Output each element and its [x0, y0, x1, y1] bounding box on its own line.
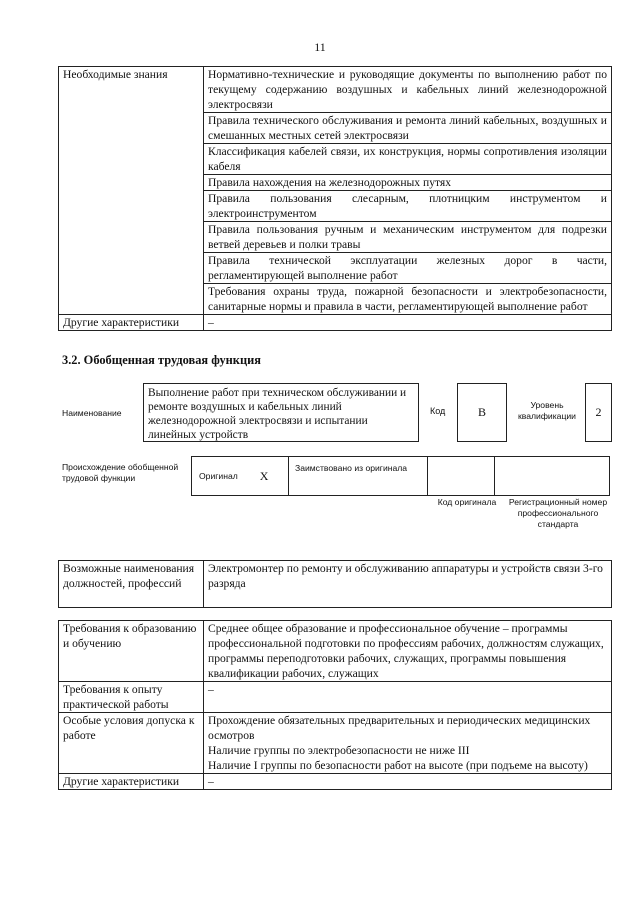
- knowledge-item: Правила пользования ручным и механическим инструментом для подрезки ветвей деревьев и полки травы: [204, 222, 612, 253]
- level-value-box: 2: [585, 383, 612, 442]
- knowledge-item: Правила нахождения на железнодорожных путях: [204, 175, 612, 191]
- condition-item: Прохождение обязательных предварительных и периодических медицинских осмотров: [208, 714, 591, 742]
- education-label: Требования к образованию и обучению: [59, 621, 204, 682]
- section-title: 3.2. Обобщенная трудовая функция: [62, 353, 261, 367]
- borrowed-cell: Заимствовано из оригинала: [288, 456, 428, 496]
- original-mark: X: [259, 468, 269, 483]
- code-value-box: B: [457, 383, 507, 442]
- knowledge-item: Правила технической эксплуатации железных дорог в части, регламентирующей выполнение работ: [204, 253, 612, 284]
- other-characteristics-label-2: Другие характеристики: [59, 774, 204, 790]
- reg-number-caption: Регистрационный номер профессионального стандарта: [508, 497, 608, 529]
- conditions-label: Особые условия допуска к работе: [59, 713, 204, 774]
- positions-table: [58, 560, 612, 608]
- name-label: Наименование: [62, 408, 122, 418]
- education-value: Среднее общее образование и профессиональное обучение – программы профессиональной подготовки по профессиям рабочих, должностям служащих, программы переподготовки рабочих, служащих, программы повышения квалификации рабочих, служащих: [204, 621, 612, 682]
- knowledge-table: [58, 66, 612, 331]
- knowledge-item: Правила технического обслуживания и ремонта линий кабельных, воздушных и смешанных местных сетей электросвязи: [204, 113, 612, 144]
- condition-item: Наличие I группы по безопасности работ на высоте (при подъеме на высоту): [208, 759, 588, 772]
- original-label: Оригинал: [199, 471, 238, 481]
- other-characteristics-value: –: [204, 315, 612, 331]
- experience-label: Требования к опыту практической работы: [59, 682, 204, 713]
- function-name-box: Выполнение работ при техническом обслуживании и ремонте воздушных и кабельных линий железнодорожной электросвязи и испытании линейных устройств: [143, 383, 419, 442]
- origin-code-caption: Код оригинала: [437, 497, 497, 507]
- requirements-table: [58, 620, 612, 790]
- reg-number-cell: [494, 456, 610, 496]
- knowledge-label: Необходимые знания: [59, 67, 204, 315]
- positions-label: Возможные наименования должностей, профессий: [59, 561, 204, 608]
- positions-value: Электромонтер по ремонту и обслуживанию аппаратуры и устройств связи 3-го разряда: [204, 561, 612, 608]
- knowledge-item: Классификация кабелей связи, их конструкция, нормы сопротивления изоляции кабеля: [204, 144, 612, 175]
- origin-code-cell: [427, 456, 495, 496]
- page-number: 11: [314, 40, 326, 54]
- knowledge-item: Правила пользования слесарным, плотницким инструментом и электроинструментом: [204, 191, 612, 222]
- original-cell: [191, 456, 289, 496]
- condition-item: Наличие группы по электробезопасности не ниже III: [208, 744, 470, 757]
- origin-label: Происхождение обобщенной трудовой функции: [62, 462, 179, 483]
- other-characteristics-value-2: –: [204, 774, 612, 790]
- conditions-value: [204, 713, 612, 774]
- knowledge-item: Требования охраны труда, пожарной безопасности и электробезопасности, санитарные нормы и правила в части, регламентирующей выполнение работ: [204, 284, 612, 315]
- code-label: Код: [430, 406, 446, 416]
- level-label: Уровень квалификации: [518, 400, 576, 421]
- experience-value: –: [204, 682, 612, 713]
- knowledge-item: Нормативно-технические и руководящие документы по выполнению работ по текущему содержанию воздушных и кабельных линий железнодорожной электросвязи: [204, 67, 612, 113]
- origin-row: [192, 456, 612, 496]
- other-characteristics-label: Другие характеристики: [59, 315, 204, 331]
